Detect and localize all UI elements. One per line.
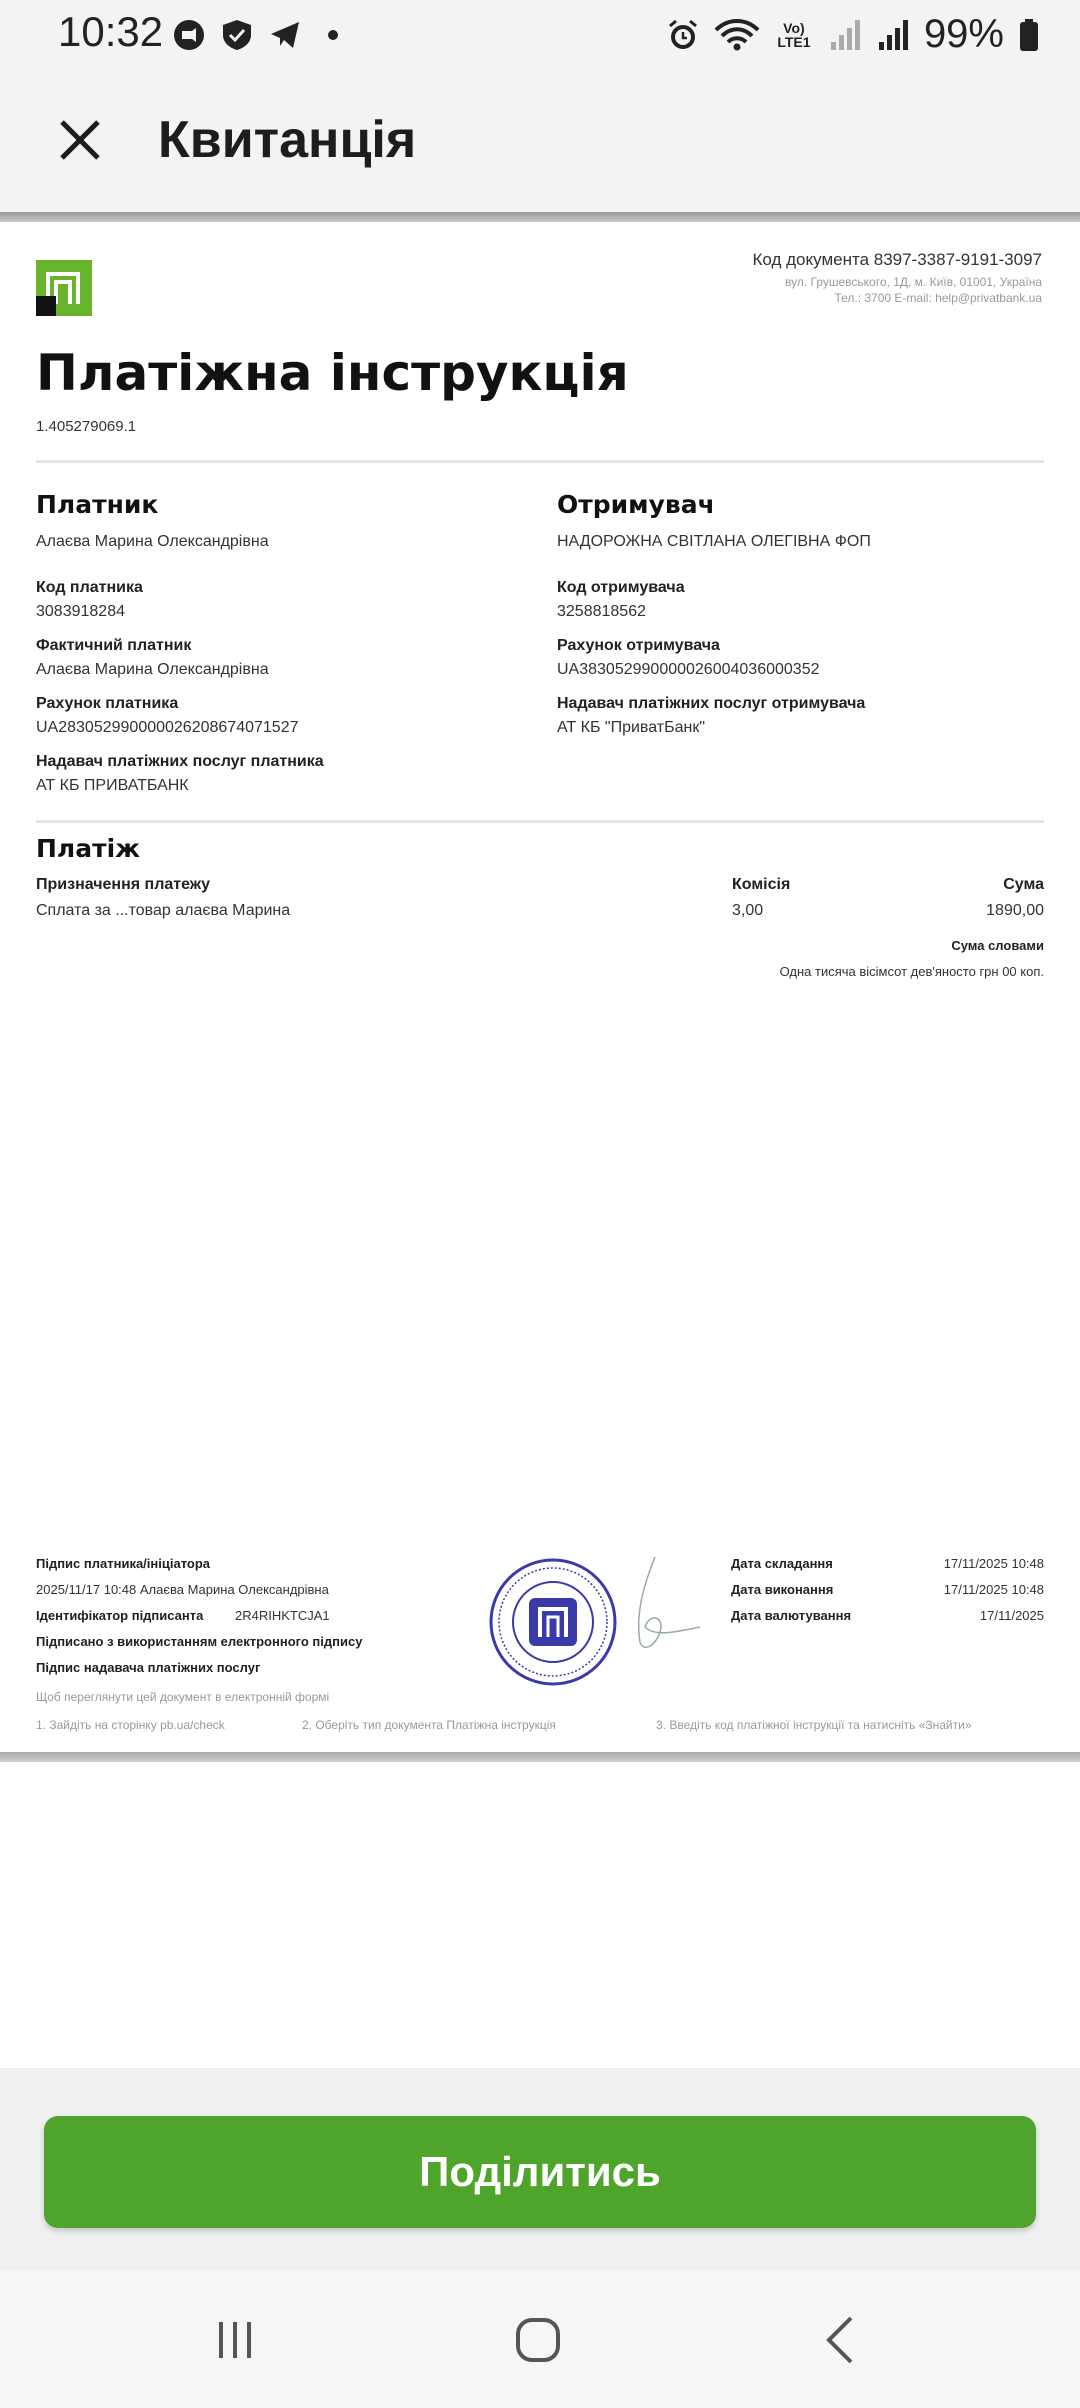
view-note: Щоб переглянути цей документ в електронній формі [36,1690,330,1704]
battery-icon [1018,18,1040,52]
document-title: Платіжна інструкція [36,344,629,402]
document-code: Код документа 8397-3387-9191-3097 [752,250,1042,269]
system-nav-bar [0,2270,1080,2408]
payer-account: UA283052990000026208674071527 [36,719,299,736]
recipient-account: UA383052990000026004036000352 [557,661,820,678]
signer-id-value: 2R4RIHKTCJA1 [235,1608,330,1623]
payment-heading: Платіж [36,834,141,863]
divider [36,820,1044,823]
close-button[interactable] [48,108,112,172]
signer-line: 2025/11/17 10:48 Алаєва Марина Олександрівна [36,1582,329,1597]
payer-account-label: Рахунок платника [36,695,179,712]
message-bubble-icon [172,18,206,52]
home-button[interactable] [503,2310,573,2370]
status-icons-right [666,12,1040,57]
check-step-1: 1. Зайдіть на сторінку pb.ua/check [36,1718,225,1732]
payer-code: 3083918284 [36,603,125,620]
purpose-label: Призначення платежу [36,876,211,893]
value-date: 17/11/2025 [979,1608,1044,1623]
page-title: Квитанція [158,111,417,169]
alarm-icon [666,18,700,52]
divider [0,1752,1080,1762]
check-step-3: 3. Введіть код платіжної інструкції та натисніть «Знайти» [656,1718,972,1732]
privatbank-logo-icon [36,260,92,316]
payer-name: Алаєва Марина Олександрівна [36,533,269,550]
amount-label: Сума [1003,876,1044,893]
recipient-section [557,490,1057,737]
payer-provider: АТ КБ ПРИВАТБАНК [36,777,189,794]
dot-icon [316,18,350,52]
signer-id-label: Ідентифікатор підписанта [36,1608,204,1623]
amount-words-label: Сума словами [951,938,1044,953]
home-icon [512,2314,564,2366]
back-button[interactable] [806,2310,876,2370]
signer-label: Підпис платника/ініціатора [36,1556,211,1571]
created-date: 17/11/2025 10:48 [943,1556,1044,1571]
divider [0,212,1080,222]
recipient-provider-label: Надавач платіжних послуг отримувача [557,695,866,712]
recipient-heading: Отримувач [557,490,715,519]
recipient-account-label: Рахунок отримувача [557,637,720,654]
payer-code-label: Код платника [36,579,143,596]
divider [36,460,1044,463]
actual-payer: Алаєва Марина Олександрівна [36,661,269,678]
volte-icon: Vo) LTE1 [777,19,811,50]
app-bar [0,72,1080,212]
wifi-icon [714,18,760,52]
recent-apps-button[interactable] [200,2310,270,2370]
battery-percent: 99% [923,12,1004,56]
executed-date-label: Дата виконання [731,1582,834,1597]
payer-provider-label: Надавач платіжних послуг платника [36,753,324,770]
bank-address: вул. Грушевського, 1Д, м. Київ, 01001, Україна [785,275,1042,289]
recipient-code-label: Код отримувача [557,579,685,596]
value-date-label: Дата валютування [731,1608,852,1623]
share-button[interactable]: Поділитись [44,2116,1036,2228]
amount-words: Одна тисяча вісімсот дев'яносто грн 00 коп. [779,964,1044,979]
recipient-name: НАДОРОЖНА СВІТЛАНА ОЛЕГІВНА ФОП [557,533,871,550]
signed-electronically: Підписано з використанням електронного підпису [36,1634,363,1649]
bank-contacts [785,274,1042,306]
commission-value: 3,00 [732,902,764,919]
created-date-label: Дата складання [731,1556,833,1571]
payer-section [36,490,536,795]
executed-date: 17/11/2025 10:48 [943,1582,1044,1597]
status-time: 10:32 [58,8,164,55]
document-number: 1.405279069.1 [36,418,137,435]
bank-stamp-icon [488,1557,618,1687]
signal-icon [876,18,910,52]
bank-phone-email: Тел.: 3700 E-mail: help@privatbank.ua [834,291,1042,305]
receipt-document[interactable] [0,222,1080,1752]
back-icon [821,2314,861,2366]
signature-icon [615,1552,705,1672]
amount-value: 1890,00 [986,902,1044,919]
recipient-provider: АТ КБ "ПриватБанк" [557,719,706,736]
shield-check-icon [220,18,254,52]
recipient-code: 3258818562 [557,603,646,620]
purpose-value: Сплата за ...товар алаєва Марина [36,902,291,919]
close-icon [56,116,104,164]
status-bar [0,0,1080,72]
actual-payer-label: Фактичний платник [36,637,192,654]
status-icons-left [172,18,350,52]
check-step-2: 2. Оберіть тип документа Платіжна інструкція [302,1718,556,1732]
commission-label: Комісія [732,876,791,893]
signal-icon [828,18,862,52]
provider-signature-label: Підпис надавача платіжних послуг [36,1660,261,1675]
recent-apps-icon [211,2316,259,2364]
telegram-icon [268,18,302,52]
payer-heading: Платник [36,490,159,519]
